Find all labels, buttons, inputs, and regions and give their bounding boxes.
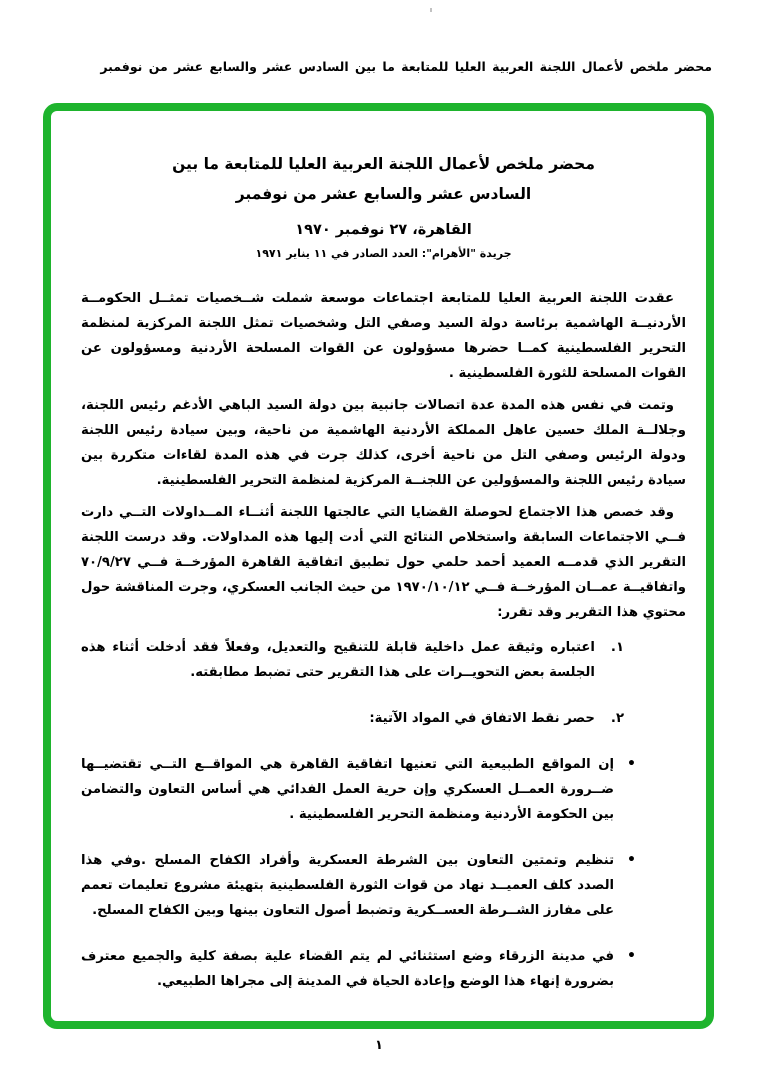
- numbered-item-2: [81, 706, 624, 731]
- numbered-item-1-text: اعتباره وثيقة عمل داخلية قابلة للتنقيح والتعديل، وفعلاً فقد أدخلت أثناء هذه الجلسة بعض التحويــرات على هذا التقرير حتى تضبط مطابقته.: [81, 640, 595, 680]
- numbered-item-2-text: حصر نقط الاتفاق في المواد الآتية:: [369, 711, 595, 726]
- bullet-icon: •: [627, 852, 636, 868]
- bullet-item-1: [81, 752, 636, 827]
- numbered-item-1: [81, 635, 624, 685]
- page-number: ١: [375, 1038, 383, 1053]
- document-title-line2: السادس عشر والسابع عشر من نوفمبر: [235, 185, 532, 203]
- bullet-item-2: [81, 848, 636, 923]
- scan-speck: [430, 8, 432, 12]
- paragraph-1: عقدت اللجنة العربية العليا للمتابعة اجتماعات موسعة شملت شــخصيات تمثــل الحكومــة الأردنيــة الهاشمية برئاسة دولة السيد وصفي التل وشخصيات تمثل اللجنة المركزية لمنظمة التحرير الفلسطينية كمــا حضرها مسؤولون عن القوات المسلحة الأردنية ومسؤولون عن القوات المسلحة للثورة الفلسطينية .: [81, 291, 686, 381]
- bullet-icon: •: [627, 948, 636, 964]
- numbered-item-1-marker: ١.: [610, 640, 624, 655]
- paragraph-3: وقد خصص هذا الاجتماع لحوصلة القضايا التي عالجتها اللجنة أثنــاء المــداولات التــي دارت فــي الاجتماعات السابقة واستخلاص النتائج التي أدت إليها هذه المداولات. وقد درست اللجنة التقرير الذي قدمــه العميد أحمد حلمي حول تطبيق اتفاقية القاهرة المؤرخــة فــي ٧٠/٩/٢٧ واتفاقيــة عمــان المؤرخــة فــي ١٩٧٠/١٠/١٢ من حيث الجانب العسكري، وجرت المناقشة حول محتوي هذا التقرير وقد تقرر:: [81, 505, 687, 620]
- bullet-item-2-text: تنظيم وتمتين التعاون بين الشرطة العسكرية وأفراد الكفاح المسلح .وفي هذا الصدد كلف العميــد نهاد من قوات الثورة الفلسطينية بتهيئة مشروع تعليمات تعمم على مفارز الشــرطة العســكرية وتضبط أصول التعاون بينها وبين الكفاح المسلح.: [81, 853, 615, 918]
- document-title-line1: محضر ملخص لأعمال اللجنة العربية العليا للمتابعة ما بين: [172, 155, 595, 173]
- document-frame: [43, 103, 714, 1029]
- header-note: محضر ملخص لأعمال اللجنة العربية العليا للمتابعة ما بين السادس عشر والسابع عشر من نوفمبر: [100, 59, 712, 74]
- document-content: [51, 111, 706, 1021]
- source-line: جريدة "الأهرام": العدد الصادر في ١١ يناير ١٩٧١: [255, 247, 512, 260]
- numbered-list: [81, 635, 686, 731]
- bullet-list: [81, 752, 686, 994]
- bullet-item-3-text: في مدينة الزرقاء وضع استثنائي لم يتم القضاء علية بصفة كلية والجميع معترف بضرورة إنهاء هذا الوضع وإعادة الحياة في المدينة إلى مجراها الطبيعي.: [81, 949, 615, 989]
- bullet-item-3: [81, 944, 636, 994]
- dateline: القاهرة، ٢٧ نوفمبر ١٩٧٠: [295, 222, 472, 238]
- bullet-item-1-text: إن المواقع الطبيعية التي تعنيها اتفاقية القاهرة هي المواقــع التــي تقتضيــها ضــرورة العمــل العسكري وإن حرية العمل الفدائي هي أساس التعاون والتضامن بين الحكومة الأردنية ومنظمة التحرير الفلسطينية .: [81, 757, 615, 822]
- paragraph-2: وتمت في نفس هذه المدة عدة اتصالات جانبية بين دولة السيد الباهي الأدغم رئيس اللجنة، وجلالــة الملك حسين عاهل المملكة الأردنية الهاشمية من ناحية، وبين سيادة رئيس اللجنة ودولة الرئيس وصفي التل من ناحية أخرى، كذلك جرت في هذه المدة لقاءات متكررة بين سيادة رئيس اللجنة والمسؤولين عن اللجنــة المركزية لمنظمة التحرير الفلسطينية.: [81, 398, 686, 488]
- numbered-item-2-marker: ٢.: [610, 711, 624, 726]
- bullet-icon: •: [627, 756, 636, 772]
